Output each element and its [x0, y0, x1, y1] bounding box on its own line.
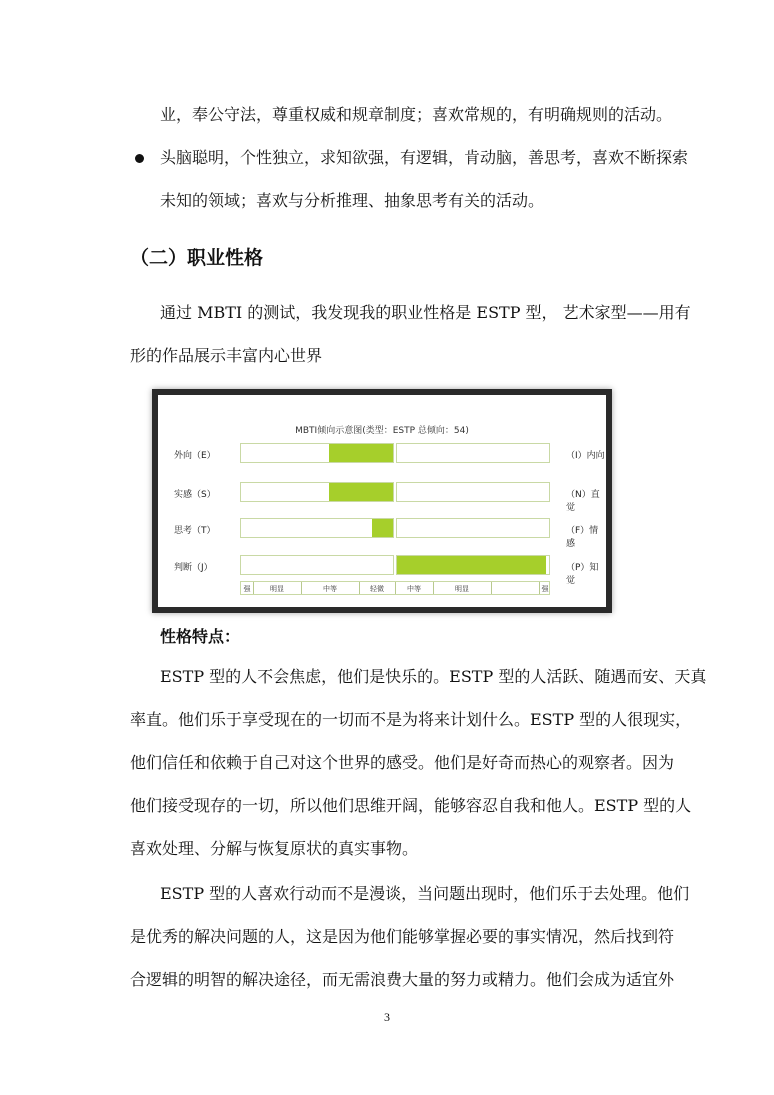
row-label-right: （N）直觉	[566, 490, 600, 513]
bar-track-right	[396, 443, 550, 463]
mbti-chart	[158, 395, 606, 607]
bar-track-right	[396, 555, 550, 575]
row-label-left: 思考（T）	[174, 526, 216, 536]
scale-label: 轻微	[370, 585, 384, 593]
paragraph-line: ESTP 型的人喜欢行动而不是漫谈，当问题出现时，他们乐于去处理。他们	[160, 884, 690, 903]
scale-label: 中等	[407, 585, 421, 593]
row-label-left: 实感（S）	[174, 490, 216, 500]
row-label-right: （F）情感	[566, 526, 599, 549]
scale-tick	[253, 582, 254, 594]
scale-label: 强	[541, 585, 549, 593]
bullet-line: 未知的领域；喜欢与分析推理、抽象思考有关的活动。	[160, 191, 545, 210]
row-label-right: （P）知觉	[566, 563, 599, 586]
bar-track-right	[396, 482, 550, 502]
paragraph-line: 合逻辑的明智的解决途径，而无需浪费大量的努力或精力。他们会成为适宜外	[130, 970, 675, 989]
traits-heading: 性格特点：	[160, 627, 241, 646]
row-label-left: 外向（E）	[174, 451, 216, 461]
page-number: 3	[384, 1010, 390, 1024]
scale-tick	[433, 582, 434, 594]
paragraph-line: 他们信任和依赖于自己对这个世界的感受。他们是好奇而热心的观察者。因为	[130, 753, 675, 772]
mbti-chart-figure	[152, 389, 612, 613]
row-label-right: （I）内向	[566, 451, 605, 461]
scale-tick	[539, 582, 540, 594]
bar-fill	[372, 519, 393, 537]
section-heading: （二）职业性格	[130, 247, 264, 269]
scale-label: 强	[243, 585, 251, 593]
bar-track-left	[240, 482, 394, 502]
paragraph-line: 喜欢处理、分解与恢复原状的真实事物。	[130, 839, 419, 858]
scale-label: 明显	[455, 585, 469, 593]
paragraph-line: 率直。他们乐于享受现在的一切而不是为将来计划什么。ESTP 型的人很现实，	[130, 710, 692, 729]
scale-tick	[491, 582, 492, 594]
paragraph-line: 通过 MBTI 的测试，我发现我的职业性格是 ESTP 型， 艺术家型——用有	[160, 303, 691, 322]
bullet-line: 头脑聪明，个性独立，求知欲强，有逻辑，肯动脑，善思考，喜欢不断探索	[160, 148, 689, 167]
paragraph-line: 是优秀的解决问题的人，这是因为他们能够掌握必要的事实情况，然后找到符	[130, 927, 675, 946]
paragraph-line: 形的作品展示丰富内心世界	[130, 346, 323, 365]
paragraph-line: 业，奉公守法，尊重权威和规章制度；喜欢常规的，有明确规则的活动。	[160, 105, 673, 124]
bar-track-left	[240, 555, 394, 575]
paragraph-line: ESTP 型的人不会焦虑，他们是快乐的。ESTP 型的人活跃、随遇而安、天真	[160, 667, 707, 686]
bar-fill	[329, 444, 393, 462]
bar-track-right	[396, 518, 550, 538]
strength-scale	[240, 581, 550, 595]
scale-tick	[359, 582, 360, 594]
bar-track-left	[240, 443, 394, 463]
scale-label: 明显	[270, 585, 284, 593]
bar-fill	[397, 556, 546, 574]
bar-track-left	[240, 518, 394, 538]
bar-fill	[329, 483, 393, 501]
scale-tick	[395, 582, 396, 594]
paragraph-line: 他们接受现存的一切，所以他们思维开阔，能够容忍自我和他人。ESTP 型的人	[130, 796, 692, 815]
row-label-left: 判断（J）	[174, 563, 213, 573]
scale-tick	[301, 582, 302, 594]
bullet-icon	[135, 154, 144, 163]
scale-label: 中等	[323, 585, 337, 593]
chart-title: MBTI倾向示意图(类型：ESTP 总倾向：54)	[295, 426, 469, 436]
